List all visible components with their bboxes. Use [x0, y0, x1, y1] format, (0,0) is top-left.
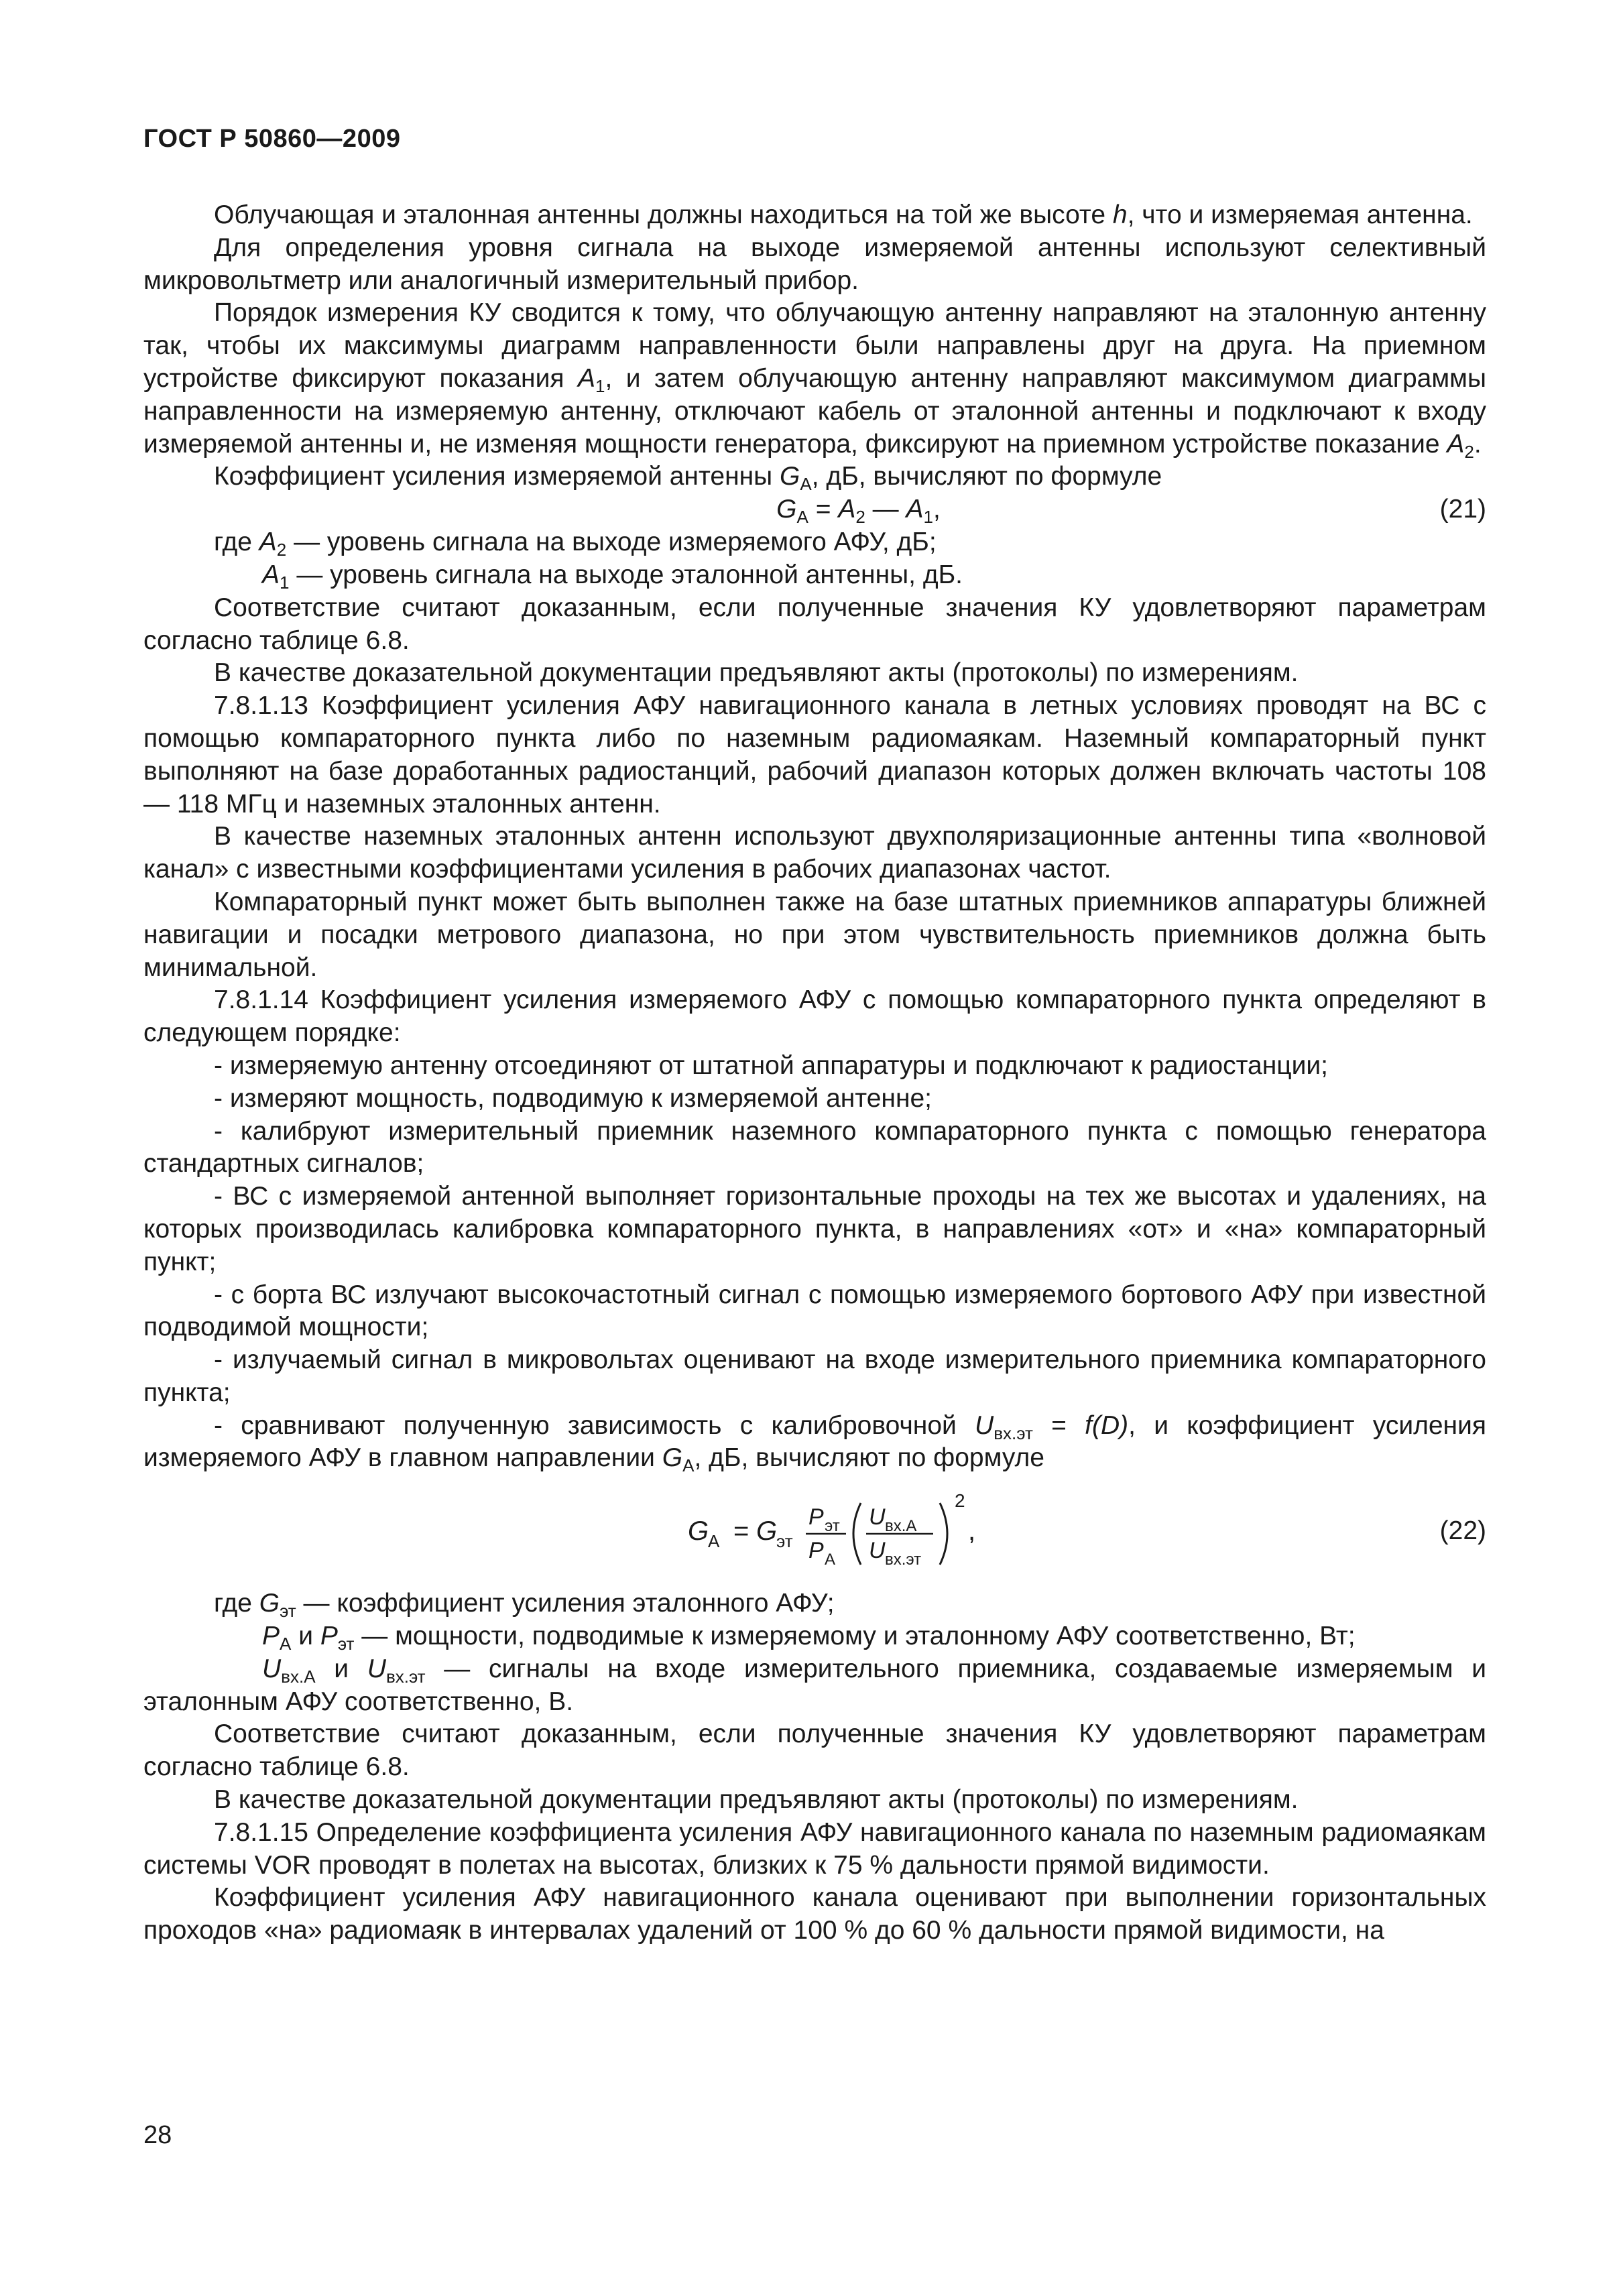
list-item: - с борта ВС излучают высокочастотный сигнал с помощью измеряемого бортового АФУ при известной подводимой мощности;: [143, 1280, 1486, 1342]
paragraph: 7.8.1.14 Коэффициент усиления измеряемого АФУ с помощью компараторного пункта определяют в следующем порядке:: [143, 985, 1486, 1048]
paragraph: Коэффициент усиления измеряемой антенны $G_А$, дБ, вычисляют по формуле: [214, 462, 1162, 495]
f22-sub-vxA: вх.А: [885, 1517, 917, 1536]
list-item: - сравнивают полученную зависимость с калибровочной $U_{вх.эт} = f(D)$, и коэффициент усиления измеряемого АФУ в главном направлении $G_А$, дБ, вычисляют по формуле: [143, 1410, 1486, 1476]
list-item: - измеряемую антенну отсоединяют от штатной аппаратуры и подключают к радиостанции;: [214, 1050, 1328, 1080]
f22-exp: 2: [955, 1490, 965, 1512]
list-item: - измеряют мощность, подводимую к измеряемой антенне;: [214, 1083, 933, 1113]
paragraph: Соответствие считают доказанным, если полученные значения КУ удовлетворяют параметрам согласно таблице 6.8.: [143, 593, 1486, 655]
list-item: - калибруют измерительный приемник наземного компараторного пункта с помощью генератора стандартных сигналов;: [143, 1116, 1486, 1179]
f22-paren-right: [940, 1503, 947, 1565]
list-item: - излучаемый сигнал в микровольтах оценивают на входе измерительного приемника компараторного пункта;: [143, 1345, 1486, 1407]
f22-sub-et2: эт: [825, 1517, 840, 1536]
formula-22: [143, 1475, 1486, 1587]
f22-sub-vxet: вх.эт: [885, 1551, 922, 1569]
f22-paren-left: [853, 1503, 861, 1565]
where-line: $P_А$ и $P_{эт}$ — мощности, подводимые к измеряемому и эталонному АФУ соответственно, Вт;: [262, 1622, 1356, 1654]
paragraph: Для определения уровня сигнала на выходе измеряемой антенны используют селективный микровольтметр или аналогичный измерительный прибор.: [143, 233, 1486, 295]
where-line: $A_1$ — уровень сигнала на выходе эталонной антенны, дБ.: [262, 560, 963, 593]
formula-21: $G_А = A_2$ — $A_1$, (21): [776, 495, 1486, 528]
f22-G2: G: [756, 1516, 778, 1547]
f22-eq: =: [733, 1516, 749, 1547]
formula-number: (21): [1439, 495, 1486, 524]
paragraph: Коэффициент усиления АФУ навигационного канала оценивают при выполнении горизонтальных проходов «на» радиомаяк в интервалах удалений от 100 % до 60 % дальности прямой видимости, на: [143, 1883, 1486, 1945]
f22-sub-A: А: [708, 1531, 720, 1552]
where-line: где $A_2$ — уровень сигнала на выходе измеряемого АФУ, дБ;: [214, 528, 937, 560]
paragraph: В качестве доказательной документации предъявляют акты (протоколы) по измерениям.: [214, 658, 1299, 688]
paragraph: Соответствие считают доказанным, если полученные значения КУ удовлетворяют параметрам согласно таблице 6.8.: [143, 1719, 1486, 1782]
f22-U2: U: [869, 1538, 886, 1564]
formula-22-graphic: [680, 1475, 1149, 1587]
page-number: 28: [143, 2121, 172, 2149]
formula-number: (22): [1439, 1516, 1486, 1546]
paragraph: Облучающая и эталонная антенны должны находиться на той же высоте h, что и измеряемая антенна.: [214, 200, 1473, 229]
paragraph: Порядок измерения КУ сводится к тому, что облучающую антенну направляют на эталонную антенну так, чтобы их максимумы диаграмм направленности были направлены друг на друга. На приемном устройстве фиксируют показания $A_1$, и затем облучающую антенну направляют максимумом диаграммы направленности на измеряемую антенну, отключают кабель от эталонной антенны и подключают к входу измеряемой антенны и, не изменяя мощности генератора, фиксируют на приемном устройстве показание $A_2$.: [143, 298, 1486, 462]
f22-P2: P: [808, 1538, 824, 1564]
where-line: $U_{вх.А}$ и $U_{вх.эт}$ — сигналы на входе измерительного приемника, создаваемые измеряемым и эталонным АФУ соответственно, В.: [143, 1654, 1487, 1716]
f22-sub-A2: А: [825, 1551, 836, 1569]
document-body: [143, 199, 1486, 1947]
paragraph: В качестве наземных эталонных антенн используют двухполяризационные антенны типа «волновой канал» с известными коэффициентами усиления в рабочих диапазонах частот.: [143, 822, 1486, 884]
paragraph: В качестве доказательной документации предъявляют акты (протоколы) по измерениям.: [214, 1785, 1299, 1815]
document-header: ГОСТ Р 50860—2009: [143, 125, 401, 153]
f22-G: G: [688, 1516, 709, 1547]
f22-comma: ,: [968, 1516, 976, 1547]
f22-P: P: [808, 1504, 824, 1530]
paragraph: Компараторный пункт может быть выполнен также на базе штатных приемников аппаратуры ближней навигации и посадки метрового диапазона, но при этом чувствительность приемников должна быть минимальной.: [143, 887, 1486, 982]
list-item: - ВС с измеряемой антенной выполняет горизонтальные проходы на тех же высотах и удалениях, на которых производилась калибровка компараторного пункта, в направлениях «от» и «на» компараторный пункт;: [143, 1182, 1486, 1276]
paragraph: 7.8.1.15 Определение коэффициента усиления АФУ навигационного канала по наземным радиомаякам системы VOR проводят в полетах на высотах, близких к 75 % дальности прямой видимости.: [143, 1817, 1486, 1880]
paragraph: 7.8.1.13 Коэффициент усиления АФУ навигационного канала в летных условиях проводят на ВС с помощью компараторного пункта либо по наземным радиомаякам. Наземный компараторный пункт выполняют на базе доработанных радиостанций, рабочий диапазон которых должен включать частоты 108 — 118 МГц и наземных эталонных антенн.: [143, 691, 1486, 819]
f22-U: U: [869, 1504, 886, 1530]
f22-sub-et: эт: [776, 1531, 793, 1552]
where-line: где $G_{эт}$ — коэффициент усиления эталонного АФУ;: [214, 1589, 835, 1622]
